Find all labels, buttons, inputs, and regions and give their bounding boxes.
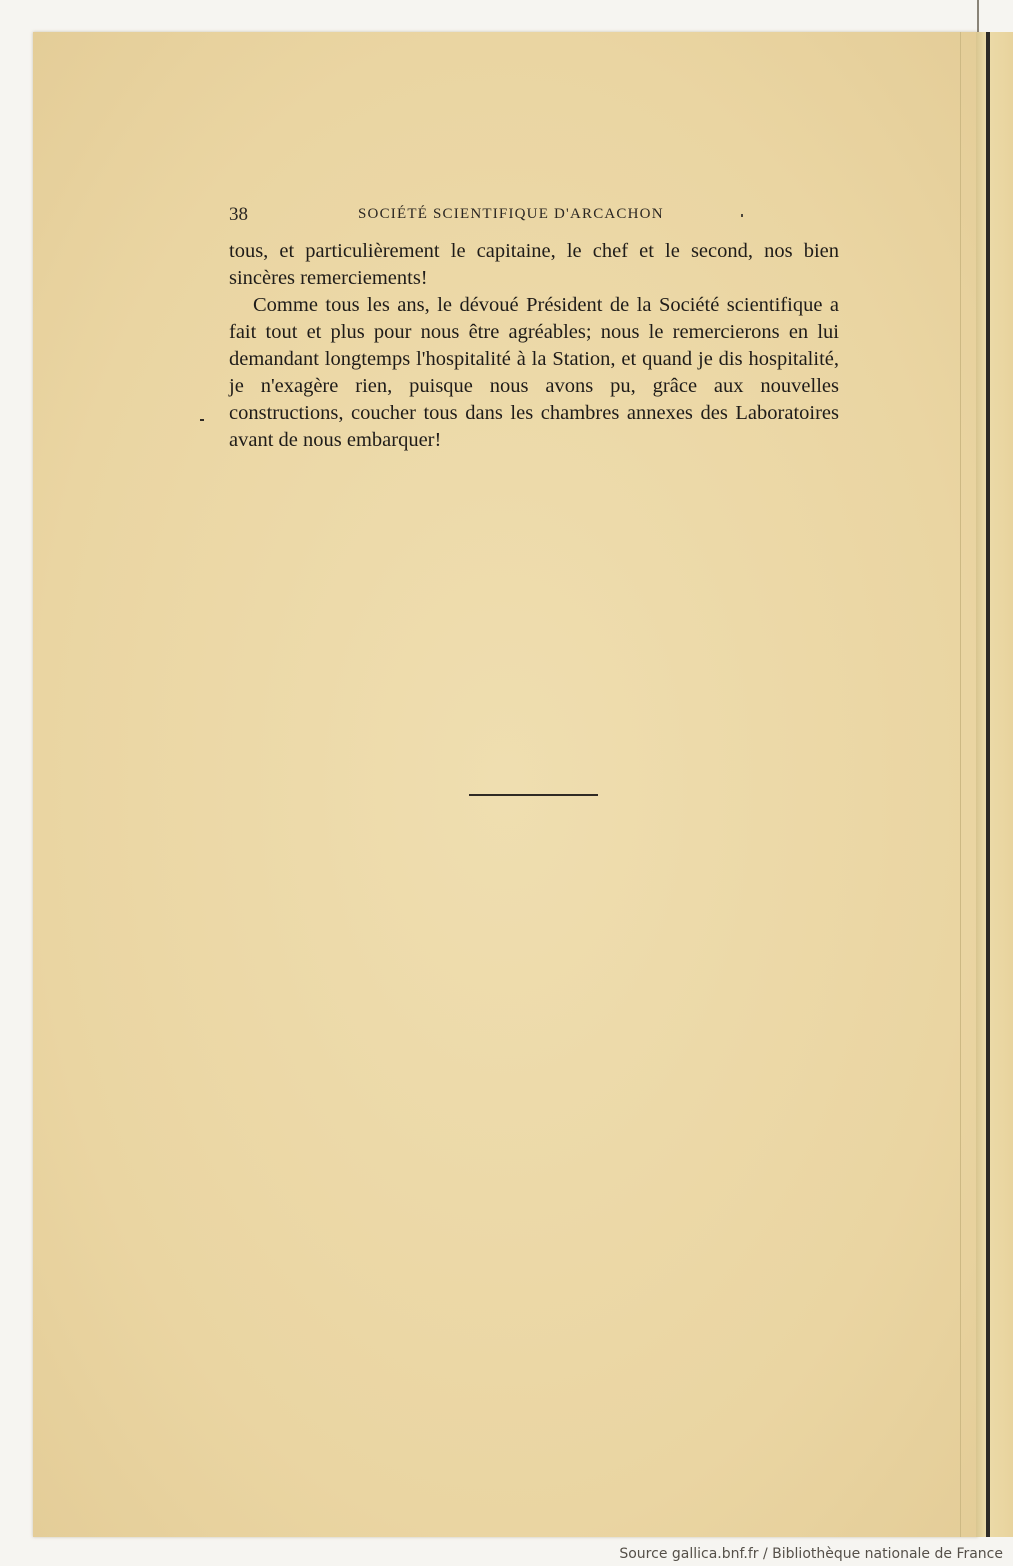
page-fold-edge [960,32,961,1537]
next-page-edge [976,32,1013,1537]
running-head: SOCIÉTÉ SCIENTIFIQUE D'ARCACHON [358,206,664,222]
ink-speck [741,214,743,217]
page-number: 38 [229,204,248,225]
ink-speck [200,419,204,421]
paragraph: Comme tous les ans, le dévoué Président de la Société scientifique a fait tout et plus pour nous être agréables; nous le remercierons en lui demandant longtemps l'hospitalité à la Station, et quand je dis hospitalité, je n'exagère rien, puisque nous avons pu, grâce aux nouvelles constructions, coucher tous dans les chambres annexes des Laboratoires avant de nous embarquer! [229,294,839,451]
source-credit: Source gallica.bnf.fr / Bibliothèque nationale de France [619,1546,1003,1562]
page-edge-line [977,0,979,32]
page-header [229,204,839,230]
section-end-rule [469,794,598,796]
paragraph-continuation: tous, et particulièrement le capitaine, le chef et le second, nos bien sincères remerciements! [229,240,839,289]
body-text [229,238,839,454]
binding-line [986,32,990,1537]
